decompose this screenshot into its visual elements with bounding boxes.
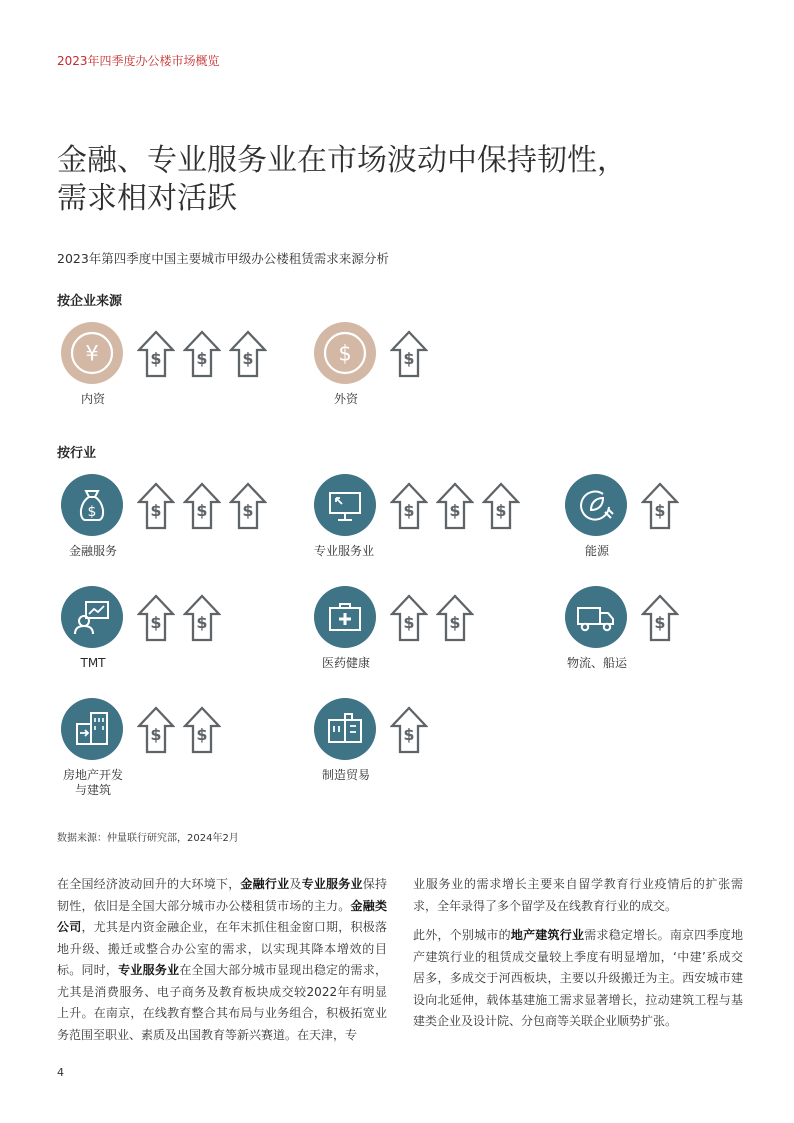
- text-run: 在全国大部分城市显现出稳定的需求，尤其是消费服务、电子商务及教育板块成交较2022年有明显上升。在南京，在线教育整合其布局与业务组合，积极拓宽业务范围至职业、素质及出国教育等新兴赛道。在天津，专: [57, 963, 387, 1042]
- svg-text:$: $: [449, 613, 461, 632]
- money-bag-icon: [61, 474, 123, 536]
- group-label: 制造贸易: [321, 768, 370, 782]
- svg-text:$: $: [403, 725, 415, 744]
- dollar-up-arrow-icon: [137, 706, 175, 754]
- svg-text:$: $: [495, 501, 507, 520]
- bold-term: 金融类公司: [57, 898, 387, 934]
- truck-icon: [565, 586, 627, 648]
- body-column-right: [413, 874, 743, 1041]
- bold-term: 专业服务业: [118, 963, 180, 977]
- group-label: 内资: [80, 392, 105, 406]
- dollar-up-arrow-icon: [482, 482, 520, 530]
- group-label: [61, 768, 125, 798]
- svg-text:$: $: [654, 613, 666, 632]
- dollar-up-arrow-icon: [229, 330, 267, 378]
- report-header: 2023年四季度办公楼市场概览: [57, 54, 220, 68]
- group-label: 物流、船运: [566, 656, 627, 670]
- group-label: 金融服务: [68, 544, 117, 558]
- dollar-up-arrow-icon: [229, 482, 267, 530]
- title-line-1: 金融、专业服务业在市场波动中保持韧性，: [57, 143, 627, 178]
- svg-text:$: $: [150, 501, 162, 520]
- dollar-up-arrow-icon: [183, 482, 221, 530]
- svg-text:$: $: [196, 725, 208, 744]
- dollar-up-arrow-icon: [641, 594, 679, 642]
- svg-text:$: $: [338, 341, 352, 366]
- dollar-up-arrow-icon: [390, 594, 428, 642]
- section-label-enterprise: 按企业来源: [57, 294, 123, 309]
- paragraph: 业服务业的需求增长主要来自留学教育行业疫情后的扩张需求，全年录得了多个留学及在线教育行业的成交。: [413, 877, 743, 913]
- building-icon: [61, 698, 123, 760]
- bold-term: 地产建筑行业: [510, 928, 585, 942]
- svg-text:$: $: [196, 613, 208, 632]
- bold-term: 金融行业: [240, 877, 290, 891]
- dollar-up-arrow-icon: [436, 482, 474, 530]
- body-column-left: [57, 874, 387, 1054]
- tech-person-icon: [61, 586, 123, 648]
- factory-icon: [314, 698, 376, 760]
- group-label: 专业服务业: [314, 544, 375, 558]
- dollar-up-arrow-icon: [183, 706, 221, 754]
- dollar-up-arrow-icon: [137, 594, 175, 642]
- energy-plug-icon: [565, 474, 627, 536]
- svg-text:$: $: [150, 349, 162, 368]
- svg-text:$: $: [449, 501, 461, 520]
- data-source-note: 数据来源：仲量联行研究部，2024年2月: [57, 833, 239, 844]
- title-line-2: 需求相对活跃: [57, 181, 237, 216]
- svg-text:$: $: [87, 504, 97, 520]
- group-label: TMT: [80, 656, 106, 670]
- svg-text:$: $: [403, 613, 415, 632]
- page-title: [57, 142, 627, 218]
- dollar-up-arrow-icon: [137, 482, 175, 530]
- dollar-up-arrow-icon: [390, 330, 428, 378]
- svg-text:¥: ¥: [85, 341, 99, 366]
- svg-text:$: $: [403, 349, 415, 368]
- dollar-up-arrow-icon: [137, 330, 175, 378]
- label-line-2: 与建筑: [74, 783, 111, 797]
- dollar-up-arrow-icon: [183, 330, 221, 378]
- text-run: 及: [289, 877, 302, 891]
- svg-text:$: $: [150, 725, 162, 744]
- bold-term: 专业服务业: [301, 877, 363, 891]
- dollar-icon: [314, 322, 376, 384]
- dollar-up-arrow-icon: [390, 706, 428, 754]
- monitor-icon: [314, 474, 376, 536]
- svg-text:$: $: [242, 501, 254, 520]
- svg-text:$: $: [196, 349, 208, 368]
- dollar-up-arrow-icon: [183, 594, 221, 642]
- svg-text:$: $: [242, 349, 254, 368]
- text-run: 在全国经济波动回升的大环境下，: [57, 877, 241, 891]
- text-run: 需求稳定增长。南京四季度地产建筑行业的租赁成交量较上季度有明显增加，‘中建’系成交居多，多成交于河西板块，主要以升级搬迁为主。西安城市建设向北延伸，载体基建施工需求显著增长，拉动建筑工程与基建类企业及设计院、分包商等关联企业顺势扩张。: [413, 928, 743, 1028]
- svg-text:$: $: [150, 613, 162, 632]
- text-run: 保持韧性，依旧是全国大部分城市办公楼租赁市场的主力。: [57, 877, 387, 913]
- yuan-icon: [61, 322, 123, 384]
- infographic-subtitle: 2023年第四季度中国主要城市甲级办公楼租赁需求来源分析: [57, 251, 389, 266]
- paragraph: [413, 925, 743, 1033]
- medical-kit-icon: [314, 586, 376, 648]
- dollar-up-arrow-icon: [436, 594, 474, 642]
- dollar-up-arrow-icon: [641, 482, 679, 530]
- group-label: 医药健康: [321, 656, 370, 670]
- section-label-industry: 按行业: [57, 446, 97, 461]
- text-run: ，尤其是内资金融企业，在年末抓住租金窗口期，积极落地升级、搬迁或整合办公室的需求，以实现其降本增效的目标。同时，: [57, 920, 387, 977]
- text-run: 此外，个别城市的: [413, 928, 511, 942]
- label-line-1: 房地产开发: [62, 768, 123, 782]
- group-label: 外资: [333, 392, 358, 406]
- dollar-up-arrow-icon: [390, 482, 428, 530]
- svg-text:$: $: [403, 501, 415, 520]
- group-label: 能源: [584, 544, 609, 558]
- paragraph: [57, 874, 387, 1046]
- svg-text:$: $: [196, 501, 208, 520]
- page-number: 4: [57, 1066, 64, 1079]
- svg-text:$: $: [654, 501, 666, 520]
